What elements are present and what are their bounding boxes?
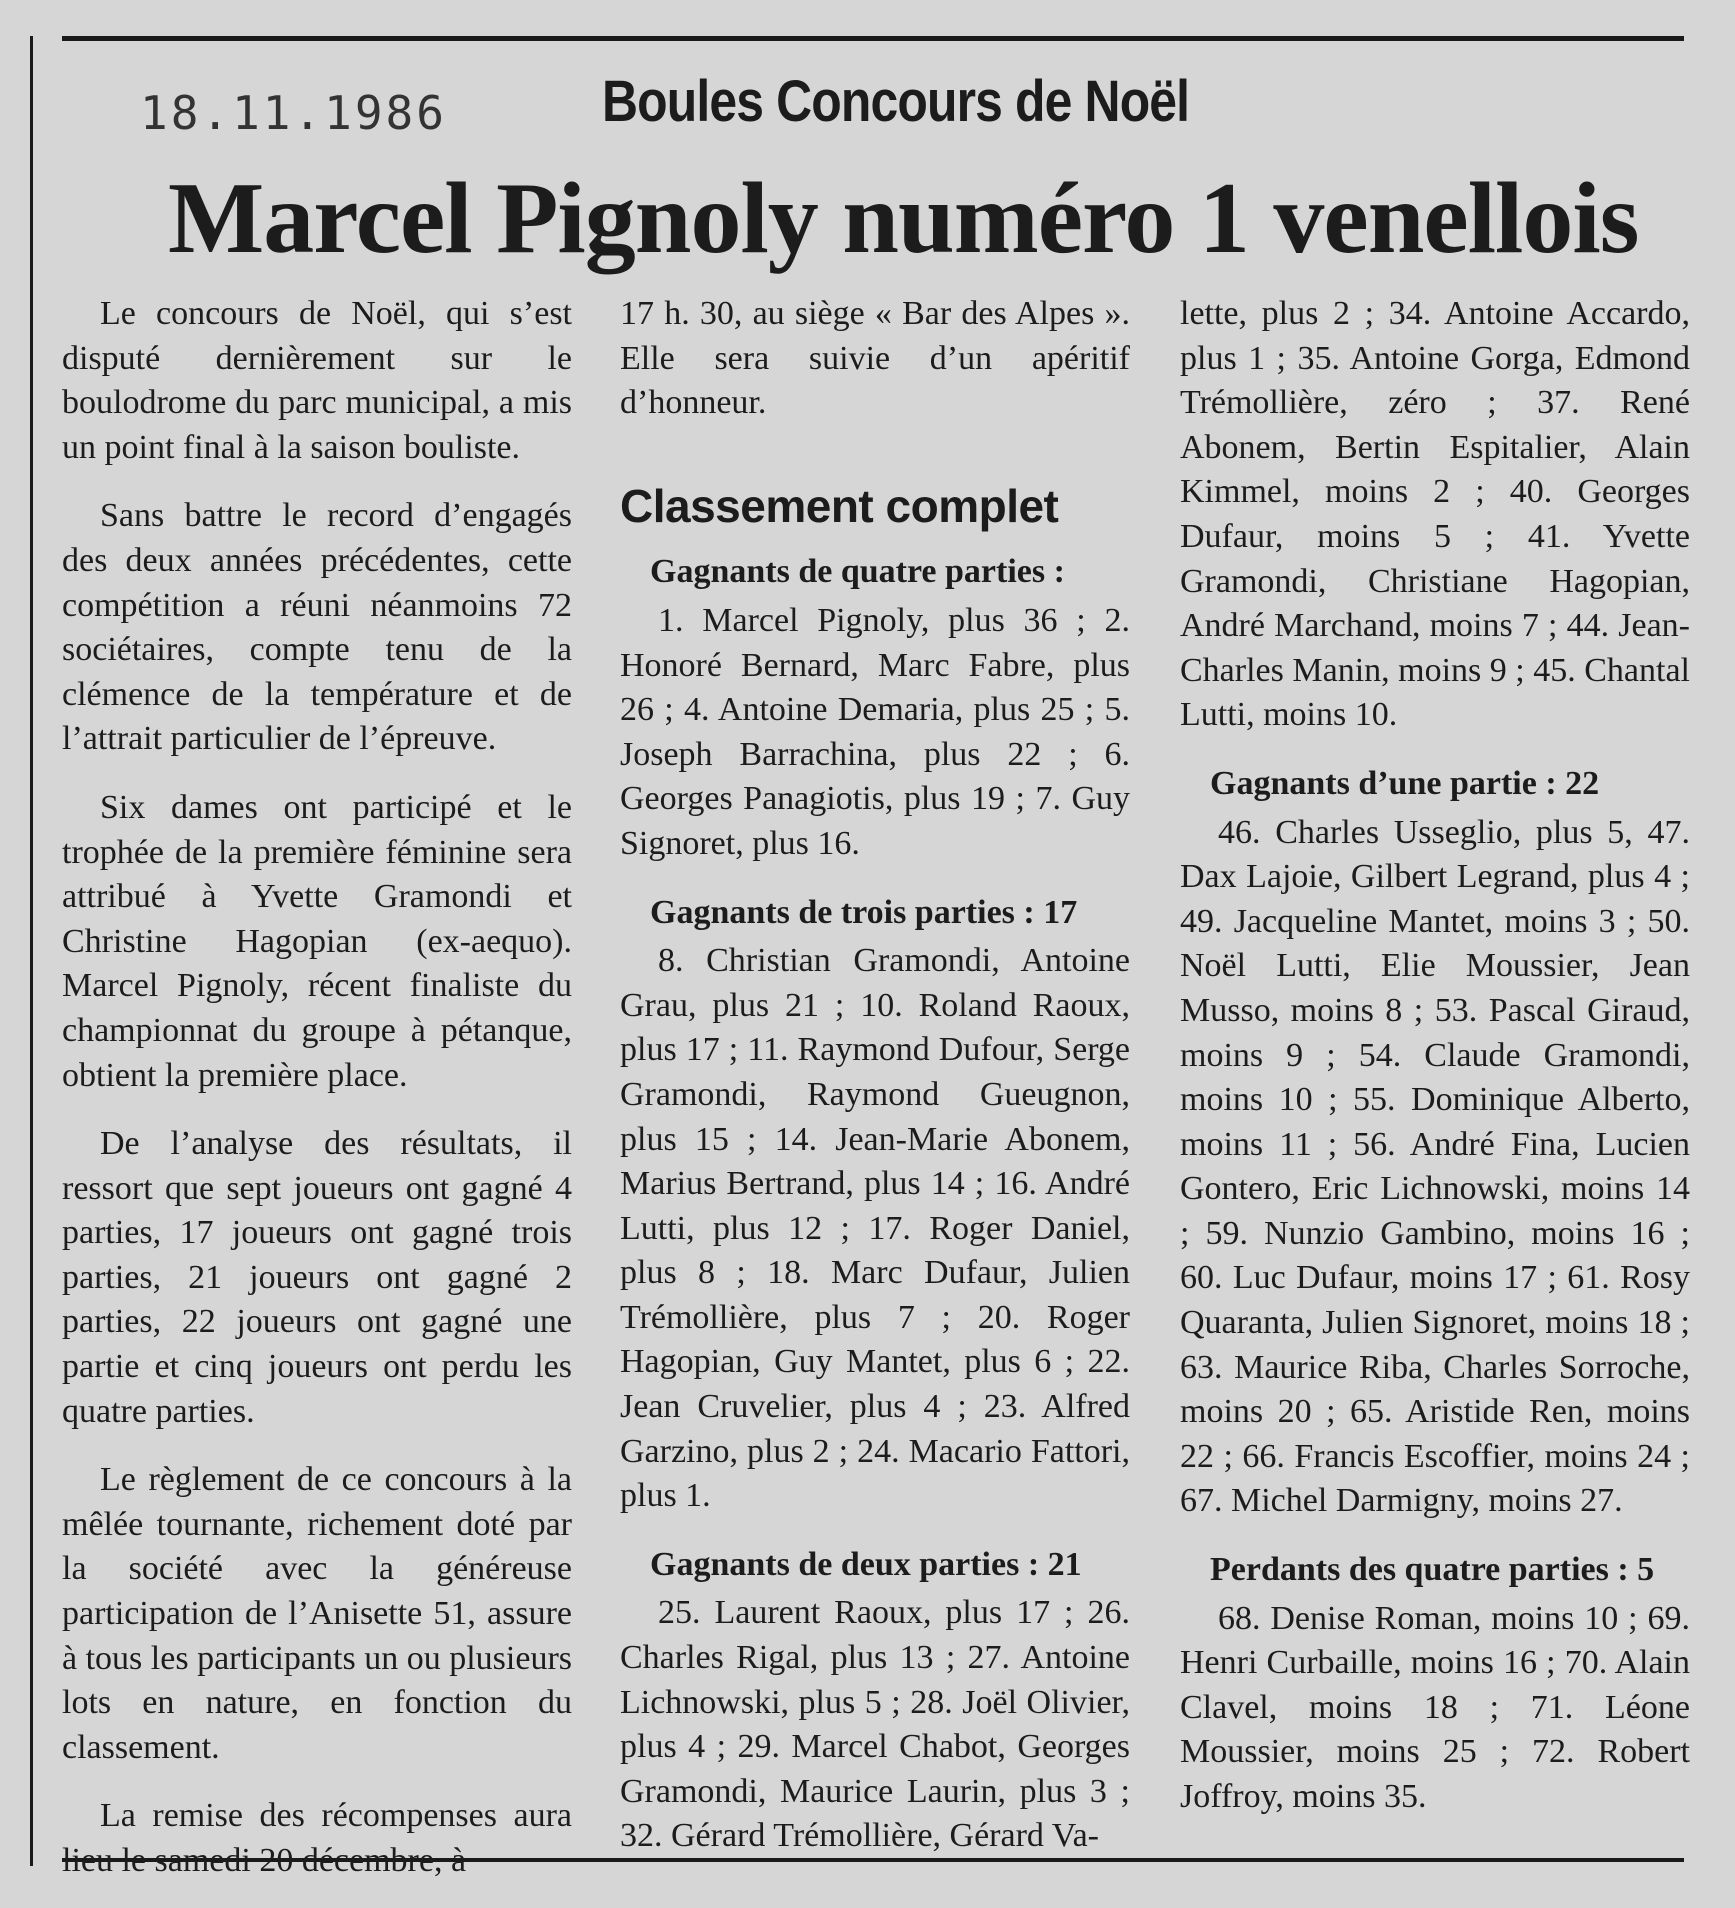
body-paragraph: Six dames ont participé et le trophée de la première féminine sera attribué à Yvette Gramondi et Christine Hagopian (ex-aequo). Marcel Pignoly, récent finaliste du championnat du groupe à pétanque, obtient la première place. bbox=[62, 788, 572, 1094]
article-column-2 bbox=[620, 292, 1130, 1883]
date-stamp: 18.11.1986 bbox=[140, 86, 447, 140]
group-title: Gagnants d’une partie : 22 bbox=[1210, 764, 1600, 802]
group-title: Gagnants de quatre parties : bbox=[650, 553, 1065, 591]
group-results: 25. Laurent Raoux, plus 17 ; 26. Charles Rigal, plus 13 ; 27. Antoine Lichnowski, plus 5 ; 28. Joël Olivier, plus 4 ; 29. Marcel Chabot, Georges Gramondi, Maurice Laurin, plus 3 ; 32. Gérard Trémollière, Gérard Va- bbox=[620, 1594, 1130, 1855]
top-rule bbox=[62, 36, 1684, 41]
group-results: 1. Marcel Pignoly, plus 36 ; 2. Honoré Bernard, Marc Fabre, plus 26 ; 4. Antoine Demaria, plus 25 ; 5. Joseph Barrachina, plus 22 ; 6. Georges Panagiotis, plus 19 ; 7. Guy Signoret, plus 16. bbox=[620, 601, 1130, 862]
group-results: 46. Charles Usseglio, plus 5, 47. Dax Lajoie, Gilbert Legrand, plus 4 ; 49. Jacqueline Mantet, moins 3 ; 50. Noël Lutti, Elie Moussier, Jean Musso, moins 8 ; 53. Pascal Giraud, moins 9 ; 54. Claude Gramondi, moins 10 ; 55. Dominique Alberto, moins 11 ; 56. André Fina, Lucien Gontero, Eric Lichnowski, moins 14 ; 59. Nunzio Gambino, moins 16 ; 60. Luc Dufaur, moins 17 ; 61. Rosy Quaranta, Julien Signoret, moins 18 ; 63. Maurice Riba, Charles Sorroche, moins 20 ; 65. Aristide Ren, moins 22 ; 66. Francis Escoffier, moins 24 ; 67. Michel Darmigny, moins 27. bbox=[1180, 813, 1690, 1520]
body-paragraph: Sans battre le record d’engagés des deux années précédentes, cette compétition a réuni néanmoins 72 sociétaires, compte tenu de la clémence de la température et de l’attrait particulier de l’épreuve. bbox=[62, 497, 572, 758]
group-title: Gagnants de deux parties : 21 bbox=[650, 1545, 1082, 1583]
group-title: Perdants des quatre parties : 5 bbox=[1210, 1551, 1655, 1589]
group-results: 8. Christian Gramondi, Antoine Grau, plus 21 ; 10. Roland Raoux, plus 17 ; 11. Raymond Dufour, Serge Gramondi, Raymond Gueugnon, plus 15 ; 14. Jean-Marie Abonem, Marius Bertrand, plus 14 ; 16. André Lutti, plus 12 ; 17. Roger Daniel, plus 8 ; 18. Marc Dufaur, Julien Trémollière, plus 7 ; 20. Roger Hagopian, Guy Mantet, plus 6 ; 22. Jean Cruvelier, plus 4 ; 23. Alfred Garzino, plus 2 ; 24. Macario Fattori, plus 1. bbox=[620, 942, 1130, 1515]
article-column-1 bbox=[62, 292, 572, 1908]
headline: Marcel Pignoly numéro 1 venellois bbox=[168, 162, 1639, 275]
body-paragraph: La remise des récompenses aura lieu le samedi 20 décembre, à bbox=[62, 1797, 572, 1879]
body-paragraph: Le concours de Noël, qui s’est disputé dernièrement sur le boulodrome du parc municipal, a mis un point final à la saison bouliste. bbox=[62, 295, 572, 466]
group-results: 68. Denise Roman, moins 10 ; 69. Henri Curbaille, moins 16 ; 70. Alain Clavel, moins 18 ; 71. Léone Moussier, moins 25 ; 72. Robert Joffroy, moins 35. bbox=[1180, 1599, 1690, 1815]
section-title: Classement complet bbox=[620, 479, 1059, 532]
body-paragraph: Le règlement de ce concours à la mêlée tournante, richement doté par la société avec la généreuse participation de l’Anisette 51, assure à tous les participants un ou plusieurs lots en nature, en fonction du classement. bbox=[62, 1461, 572, 1766]
group-title: Gagnants de trois parties : 17 bbox=[650, 893, 1078, 931]
article-column-3 bbox=[1180, 292, 1690, 1844]
body-paragraph-continued: 17 h. 30, au siège « Bar des Alpes ». Elle sera suivie d’un apéritif d’honneur. bbox=[620, 295, 1130, 422]
body-paragraph: De l’analyse des résultats, il ressort que sept joueurs ont gagné 4 parties, 17 joueurs ont gagné trois parties, 21 joueurs ont gagné 2 parties, 22 joueurs ont gagné une partie et cinq joueurs ont perdu les quatre parties. bbox=[62, 1125, 572, 1430]
left-rule bbox=[30, 36, 33, 1866]
group-results-continued: lette, plus 2 ; 34. Antoine Accardo, plus 1 ; 35. Antoine Gorga, Edmond Trémollière, zéro ; 37. René Abonem, Bertin Espitalier, Alain Kimmel, moins 2 ; 40. Georges Dufaur, moins 5 ; 41. Yvette Gramondi, Christiane Hagopian, André Marchand, moins 7 ; 44. Jean-Charles Manin, moins 9 ; 45. Chantal Lutti, moins 10. bbox=[1180, 295, 1690, 734]
kicker-title: Boules Concours de Noël bbox=[602, 69, 1190, 134]
